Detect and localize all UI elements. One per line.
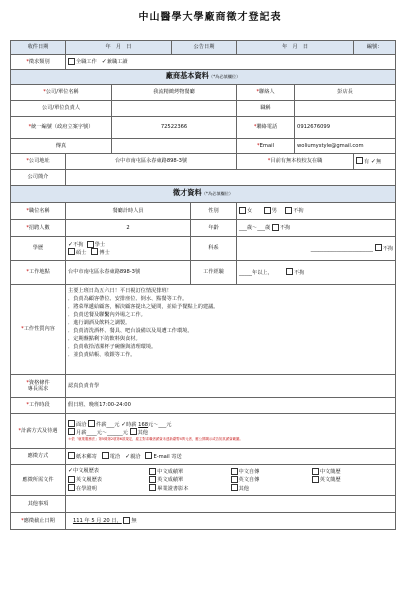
position-value[interactable]: 餐廳計時人員 bbox=[66, 203, 191, 220]
post-date-label: 公告日期 bbox=[172, 41, 237, 55]
position-row: *職位名稱 餐廳計時人員 性別 女 男 不拘 bbox=[11, 203, 396, 220]
pay-other-checkbox[interactable] bbox=[130, 428, 137, 435]
intro-label: 公司簡介 bbox=[11, 170, 66, 186]
age-value[interactable]: ___歲～___歲 bbox=[239, 225, 271, 232]
owner-label: 公司/單位負責人 bbox=[11, 101, 112, 117]
edu-any-label: 不拘 bbox=[73, 242, 84, 249]
pay-legal-note: ＊依「就業服務法」第5條第2項第6款規定，雇主對求職者薪資未達新臺幣4萬元者，應公開揭示或告知其薪資範圍。 bbox=[68, 436, 243, 441]
description-value[interactable] bbox=[66, 285, 396, 375]
education-label: 學歷 bbox=[11, 237, 66, 261]
dept-any-label: 不拘 bbox=[382, 245, 394, 252]
description-line: ．將菜單遞給顧客，解決顧客提出之疑問，並給予餐點上的建議。 bbox=[68, 304, 219, 310]
apply-phone-label: 電洽 bbox=[109, 453, 121, 460]
alumni-label: 目前有無本校校友在職 bbox=[270, 158, 323, 165]
apply-email-checkbox[interactable] bbox=[145, 452, 152, 459]
doc-label: 畢業證書影本 bbox=[157, 485, 189, 492]
doc-label: 英文成績單 bbox=[157, 477, 184, 484]
department-value[interactable]: ________________________ bbox=[310, 245, 373, 252]
location-label: 工作地點 bbox=[28, 269, 50, 276]
doc-cn-resume-check-icon[interactable]: ✓ bbox=[68, 467, 74, 475]
edu-bachelor-checkbox[interactable] bbox=[87, 241, 94, 248]
doc-checkbox[interactable] bbox=[149, 476, 156, 483]
edu-phd-checkbox[interactable] bbox=[91, 248, 98, 255]
description-line: ．並負責結帳、收銀等工作。 bbox=[68, 352, 136, 358]
job-category-row: *徵求類別 全職工作 ✓兼職工讀 bbox=[11, 55, 396, 70]
owner-row bbox=[11, 101, 396, 117]
fax-row: 傳真 *Email woliumystyle@gmail.com bbox=[11, 139, 396, 154]
doc-label: 中文成績單 bbox=[157, 469, 184, 476]
intro-row bbox=[11, 170, 396, 186]
edu-phd-label: 博士 bbox=[99, 249, 110, 256]
pay-label: 計薪方式及待遇 bbox=[21, 427, 58, 434]
pay-hourly-range: 元～___元 bbox=[148, 421, 172, 428]
pay-hourly-check-icon[interactable]: ✓ bbox=[121, 420, 127, 428]
description-row: *工作性質內容 主要上班日為五六日！平日視訂位情況排班！ ．負責為顧客帶位、安排座位、倒水、點餐等工作。 ．將菜單遞給顧客，解決顧客提出之疑問，並給予餐點上的建議。 ．負責送餐及聯繫內外場之工作。 ．進行調酒及飲料之調製。 ．負責清洗酒杯、餐具、吧台設備以及周遭工作環境。 ．定期盤點剩下的飲料與食材。 ．負責收拾清潔杯子碗盤與清理環境。 ．並負責結帳、收銀等工作。 bbox=[11, 285, 396, 375]
doc-checkbox[interactable] bbox=[68, 476, 75, 483]
description-line: 主要上班日為五六日！平日視訂位情況排班！ bbox=[68, 288, 172, 294]
pay-other-label: 其他 bbox=[137, 429, 148, 436]
taxid-row: *統一編號（政府立案字號） 72522366 *聯絡電話 0912676099 bbox=[11, 117, 396, 139]
location-row: *工作地點 台中市南屯區永春東路898-3號 工作經驗 _____年以上， 不拘 bbox=[11, 261, 396, 285]
edu-any-check-icon[interactable]: ✓ bbox=[68, 241, 74, 249]
qualification-row: *資格條件 專長需求 認真負責肯學 bbox=[11, 375, 396, 398]
doc-checkbox[interactable] bbox=[149, 468, 156, 475]
apply-method-label: 應徵方式 bbox=[11, 449, 66, 465]
doc-label: 中文自傳 bbox=[238, 469, 260, 476]
phone-value[interactable]: 0912676099 bbox=[295, 117, 396, 139]
address-value[interactable]: 台中市南屯區永春東路898-3號 bbox=[66, 154, 237, 170]
fax-value[interactable] bbox=[112, 139, 237, 154]
pay-negotiate-label: 面洽 bbox=[76, 421, 87, 428]
headcount-label: 招聘人數 bbox=[28, 224, 50, 231]
doc-label: 中文履歷表 bbox=[73, 468, 99, 475]
education-row bbox=[11, 237, 396, 261]
job-category-label: 徵求類別 bbox=[28, 58, 50, 65]
taxid-label: 統一編號（政府立案字號） bbox=[31, 124, 94, 131]
experience-value[interactable]: _____年以上， bbox=[239, 269, 273, 276]
deadline-none-checkbox[interactable] bbox=[123, 517, 130, 524]
gender-male-checkbox[interactable] bbox=[264, 207, 271, 214]
job-section-header bbox=[11, 186, 396, 203]
description-line: ．定期盤點剩下的飲料與食材。 bbox=[68, 336, 141, 342]
gender-male-label: 男 bbox=[271, 208, 277, 215]
pay-piece-checkbox[interactable] bbox=[88, 420, 95, 427]
description-line: ．負責為顧客帶位、安排座位、倒水、點餐等工作。 bbox=[68, 296, 188, 302]
location-value[interactable]: 台中市南屯區永春東路898-3號 bbox=[66, 261, 191, 285]
deadline-value[interactable]: 111 年 5 月 20 日， bbox=[72, 518, 122, 525]
doc-label: 英文簡歷 bbox=[319, 477, 341, 484]
exp-any-label: 不拘 bbox=[293, 269, 305, 276]
post-date-value[interactable]: 年 月 日 bbox=[237, 41, 354, 55]
part-time-check-icon[interactable]: ✓ bbox=[101, 58, 107, 66]
company-section-note: （*為必填欄位） bbox=[208, 74, 241, 80]
age-label: 年齡 bbox=[191, 220, 237, 237]
pay-monthly-checkbox[interactable] bbox=[68, 428, 75, 435]
pay-hourly-value[interactable]: 168 bbox=[138, 421, 149, 428]
documents-row bbox=[11, 465, 396, 496]
taxid-value[interactable]: 72522366 bbox=[112, 117, 237, 139]
alumni-no-check-icon[interactable]: ✓ bbox=[370, 157, 376, 165]
doc-label: 英文自傳 bbox=[238, 477, 260, 484]
doc-label: 其他 bbox=[238, 485, 249, 492]
edu-master-label: 碩士 bbox=[76, 249, 87, 256]
company-section-title: 廠商基本資料 bbox=[165, 71, 209, 81]
experience-label: 工作經驗 bbox=[191, 261, 237, 285]
other-label: 其他事項 bbox=[11, 496, 66, 513]
company-name-row: *公司/單位名稱 我流精緻烤物餐廳 *聯絡人 彭店長 bbox=[11, 85, 396, 101]
deadline-label: 應徵截止日期 bbox=[23, 517, 55, 524]
receive-date-value[interactable]: 年 月 日 bbox=[66, 41, 172, 55]
doc-checkbox[interactable] bbox=[231, 468, 238, 475]
doc-label: 中文簡歷 bbox=[319, 469, 341, 476]
description-label: 工作性質內容 bbox=[23, 326, 55, 333]
description-line: ．進行調酒及飲料之調製。 bbox=[68, 320, 131, 326]
pay-row: *計薪方式及待遇 面洽 件薪___元 ✓時薪 168元～___元 月薪____元～______元 其他 ＊依「就業服務法」第5條第2項第6款規定，雇主對求職者薪資未達新臺幣4萬元者，應公開揭示或告知其薪資範圍。 bbox=[11, 414, 396, 449]
exp-any-checkbox[interactable] bbox=[286, 268, 293, 275]
apply-visit-label: 親洽 bbox=[130, 453, 141, 460]
owner-value[interactable] bbox=[112, 101, 237, 117]
receive-date-label: 收件日期 bbox=[11, 41, 66, 55]
age-any-label: 不拘 bbox=[279, 225, 291, 232]
company-name-label: 公司/單位名稱 bbox=[45, 89, 79, 96]
contact-value[interactable]: 彭店長 bbox=[295, 85, 396, 101]
documents-label: 應徵所需文件 bbox=[11, 465, 66, 496]
dept-any-checkbox[interactable] bbox=[375, 244, 382, 251]
job-title-value[interactable] bbox=[295, 101, 396, 117]
gender-female-label: 女 bbox=[247, 208, 253, 215]
job-title-label: 職稱 bbox=[237, 101, 295, 117]
pay-hourly-label: 時薪 bbox=[126, 421, 137, 428]
edu-master-checkbox[interactable] bbox=[68, 248, 75, 255]
age-any-checkbox[interactable] bbox=[272, 224, 279, 231]
alumni-yes-checkbox[interactable] bbox=[356, 157, 363, 164]
gender-any-checkbox[interactable] bbox=[285, 207, 292, 214]
description-line: ．負責收拾清潔杯子碗盤與清理環境。 bbox=[68, 344, 157, 350]
alumni-no-label: 無 bbox=[375, 158, 382, 165]
contact-label: 聯絡人 bbox=[259, 89, 275, 96]
address-row: *公司地址 台中市南屯區永春東路898-3號 *目前有無本校校友在職 有 ✓無 bbox=[11, 154, 396, 170]
description-line: ．負責清洗酒杯、餐具、吧台設備以及周遭工作環境。 bbox=[68, 328, 193, 334]
apply-email-label: E-mail 寄送 bbox=[153, 453, 182, 460]
hours-label: 工作時段 bbox=[28, 402, 50, 409]
position-label: 職位名稱 bbox=[28, 207, 50, 214]
doc-checkbox[interactable] bbox=[231, 476, 238, 483]
company-section-header bbox=[11, 70, 396, 85]
company-name-value[interactable]: 我流精緻烤物餐廳 bbox=[112, 85, 237, 101]
hours-row: *工作時段 假日班、晚班17:00-24:00 bbox=[11, 398, 396, 414]
doc-checkbox[interactable] bbox=[149, 484, 156, 491]
other-row bbox=[11, 496, 396, 513]
edu-bachelor-label: 學士 bbox=[94, 242, 106, 249]
phone-label: 聯絡電話 bbox=[256, 124, 278, 131]
qualification-value[interactable]: 認真負責肯學 bbox=[66, 375, 396, 398]
email-label: Email bbox=[259, 142, 275, 149]
description-line: ．負責送餐及聯繫內外場之工作。 bbox=[68, 312, 146, 318]
email-value[interactable]: woliumystyle@gmail.com bbox=[295, 139, 396, 154]
headcount-value[interactable]: 2 bbox=[66, 220, 191, 237]
registration-table bbox=[10, 40, 396, 530]
doc-checkbox[interactable] bbox=[312, 476, 319, 483]
gender-female-checkbox[interactable] bbox=[239, 207, 246, 214]
fax-label: 傳真 bbox=[11, 139, 112, 154]
header-row bbox=[11, 41, 396, 55]
intro-value[interactable] bbox=[66, 170, 396, 186]
qualification-sub-label: 專長需求 bbox=[27, 386, 49, 392]
apply-phone-checkbox[interactable] bbox=[102, 452, 109, 459]
gender-any-label: 不拘 bbox=[293, 208, 304, 215]
pay-piece-label: 件薪___元 bbox=[96, 421, 120, 428]
headcount-row: *招聘人數 2 年齡 ___歲～___歲 不拘 bbox=[11, 220, 396, 237]
deadline-none-label: 無 bbox=[131, 518, 137, 525]
apply-visit-check-icon[interactable]: ✓ bbox=[125, 452, 131, 460]
qualification-label: 資格條件 bbox=[28, 379, 50, 386]
apply-paper-label: 紙本郵寄 bbox=[76, 453, 97, 460]
doc-checkbox[interactable] bbox=[312, 468, 319, 475]
full-time-label: 全職工作 bbox=[76, 59, 97, 66]
number-label: 編號： bbox=[354, 41, 396, 55]
part-time-label: 兼職工讀 bbox=[106, 59, 128, 66]
pay-monthly-label: 月薪____元～______元 bbox=[76, 429, 128, 436]
full-time-checkbox[interactable] bbox=[68, 58, 75, 65]
pay-negotiate-checkbox[interactable] bbox=[68, 420, 75, 427]
department-label: 科系 bbox=[191, 237, 237, 261]
deadline-row: *應徵截止日期 111 年 5 月 20 日， 無 bbox=[11, 513, 396, 530]
job-section-title: 徵才資料 bbox=[172, 188, 202, 198]
hours-value[interactable]: 假日班、晚班17:00-24:00 bbox=[66, 398, 396, 414]
apply-method-row bbox=[11, 449, 396, 465]
gender-label: 性別 bbox=[191, 203, 237, 220]
address-label: 公司地址 bbox=[28, 158, 50, 165]
apply-paper-checkbox[interactable] bbox=[68, 452, 75, 459]
doc-label: 在學證明 bbox=[76, 485, 97, 492]
job-section-note: （*為必填欄位） bbox=[201, 191, 234, 197]
other-value[interactable] bbox=[66, 496, 396, 513]
doc-checkbox[interactable] bbox=[231, 484, 238, 491]
doc-label: 英文履歷表 bbox=[76, 477, 102, 484]
alumni-yes-label: 有 bbox=[364, 158, 370, 165]
doc-checkbox[interactable] bbox=[68, 484, 75, 491]
form-title: 中山醫學大學廠商徵才登記表 bbox=[138, 12, 282, 23]
